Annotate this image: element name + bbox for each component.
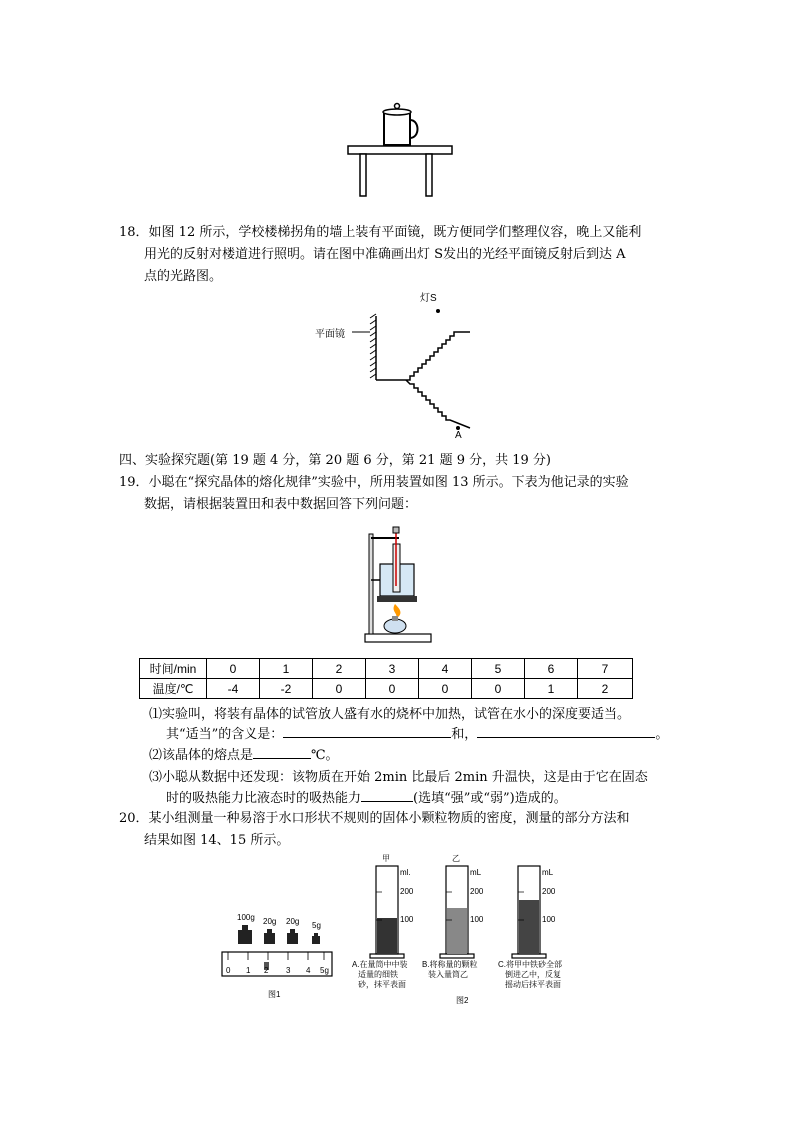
answer-blank-2[interactable] <box>477 723 655 738</box>
table-cell: -2 <box>260 679 313 699</box>
table-cell: 4 <box>419 659 472 679</box>
answer-blank-1[interactable] <box>283 723 451 738</box>
q18-line2: 用光的反射对楼道进行照明。请在图中准确画出灯 S发出的光经平面镜反射后到达 A <box>144 247 626 262</box>
weight-label-1: 100g <box>237 913 255 922</box>
weight-label-2: 20g <box>263 917 277 926</box>
staircase-drawing <box>300 288 500 448</box>
table-cell: 0 <box>313 679 366 699</box>
table-row-time <box>140 659 633 679</box>
weight-label-3: 20g <box>286 917 300 926</box>
scale-tick-3: 3 <box>286 966 291 975</box>
scale-tick-5: 5g <box>320 966 329 975</box>
fig2-caption: 图2 <box>456 996 469 1005</box>
heating-apparatus-figure <box>355 522 435 650</box>
cylinders-figure <box>350 852 580 1008</box>
q19-sub2 <box>149 744 339 767</box>
table-cell: 6 <box>525 659 578 679</box>
table-cell: 0 <box>366 679 419 699</box>
q19-sub1-line2 <box>166 723 668 746</box>
q19-sub2-end: ℃。 <box>311 748 339 763</box>
scale-tick-1: 1 <box>246 966 251 975</box>
table-cell: 3 <box>366 659 419 679</box>
lamp-label: 灯S <box>420 293 437 304</box>
unit-label-c: mL <box>542 868 554 877</box>
table-cell: 7 <box>578 659 633 679</box>
temperature-table <box>139 658 633 699</box>
table-cell: 1 <box>525 679 578 699</box>
balance-figure <box>220 910 340 1002</box>
table-cell: 2 <box>578 679 633 699</box>
desc-b-line2: 装入量筒乙 <box>428 970 468 979</box>
q19-sub1-end: 。 <box>655 727 669 742</box>
table-cell: 1 <box>260 659 313 679</box>
unit-label-b: mL <box>470 868 482 877</box>
q19-sub3-line1: ⑶小聪从数据中还发现：该物质在开始 2min 比最后 2min 升温快，这是由于它在固态 <box>149 770 648 785</box>
table-row-temp <box>140 679 633 699</box>
desc-a-line1: A.在量筒中中装 <box>352 960 408 969</box>
answer-blank-4[interactable] <box>361 787 413 802</box>
table-cell: 0 <box>419 679 472 699</box>
point-a-label: A <box>455 430 462 441</box>
section4-heading: 四、实验探究题(第 19 题 4 分，第 20 题 6 分，第 21 题 9 分，共 19 分) <box>119 453 551 468</box>
q19-sub3-end: (选填“强”或“弱”)造成的。 <box>413 791 567 806</box>
unit-label-a: ml. <box>400 868 411 877</box>
q18-line3: 点的光路图。 <box>144 269 223 284</box>
desc-b-line1: B.将称量的颗粒 <box>422 960 478 969</box>
scale-tick-4: 4 <box>306 966 311 975</box>
mark-200-c: 200 <box>542 887 556 896</box>
mark-200-a: 200 <box>400 887 414 896</box>
desc-c-line3: 摇动后抹平表面 <box>505 980 561 989</box>
weight-label-4: 5g <box>312 921 321 930</box>
table-cell: 0 <box>472 679 525 699</box>
q20-line1: 20．某小组测量一种易溶于水口形状不规则的固体小颗粒物质的密度，测量的部分方法和 <box>119 811 630 826</box>
table-header-time: 时间/min <box>140 659 207 679</box>
cylinder-label-a: 甲 <box>382 854 390 863</box>
q19-sub1-prefix: 其“适当”的含义是： <box>166 727 284 742</box>
answer-blank-3[interactable] <box>253 744 311 759</box>
table-cell: 2 <box>313 659 366 679</box>
q19-sub1-mid: 和， <box>451 727 478 742</box>
q20-line2: 结果如图 14、15 所示。 <box>144 833 290 848</box>
scale-tick-2: 2 <box>264 966 269 975</box>
mark-100-b: 100 <box>470 915 484 924</box>
staircase-mirror-figure <box>300 288 500 448</box>
q19-line2: 数据，请根据装置田和表中数据回答下列问题： <box>144 497 418 512</box>
table-cell: -4 <box>207 679 260 699</box>
table-cell: 5 <box>472 659 525 679</box>
fig1-caption: 图1 <box>268 990 281 999</box>
mark-200-b: 200 <box>470 887 484 896</box>
q18-line1: 18．如图 12 所示，学校楼梯拐角的墙上装有平面镜，既方便同学们整理仪容，晚上又能利 <box>119 225 642 240</box>
mirror-label: 平面镜 <box>315 329 345 340</box>
desc-c-line2: 倒进乙中，反复 <box>505 970 561 979</box>
table-cell: 0 <box>207 659 260 679</box>
desc-c-line1: C.将甲中铁砂全部 <box>498 960 562 969</box>
mark-100-a: 100 <box>400 915 414 924</box>
q19-sub2-prefix: ⑵该晶体的熔点是 <box>149 748 254 763</box>
cylinder-label-b: 乙 <box>452 854 460 863</box>
scale-tick-0: 0 <box>226 966 231 975</box>
table-header-temp: 温度/℃ <box>140 679 207 699</box>
q19-line1: 19．小聪在“探究晶体的熔化规律”实验中，所用装置如图 13 所示。下表为他记录的实验 <box>119 475 629 490</box>
desc-a-line3: 砂，抹平表面 <box>358 980 406 989</box>
mark-100-c: 100 <box>542 915 556 924</box>
cup-on-table-figure <box>340 100 460 200</box>
q19-sub3-prefix: 时的吸热能力比液态时的吸热能力 <box>166 791 362 806</box>
desc-a-line2: 适量的细铁 <box>358 970 398 979</box>
q19-sub1-line1: ⑴实验叫，将装有晶体的试管放人盛有水的烧杯中加热，试管在水小的深度要适当。 <box>149 707 631 722</box>
